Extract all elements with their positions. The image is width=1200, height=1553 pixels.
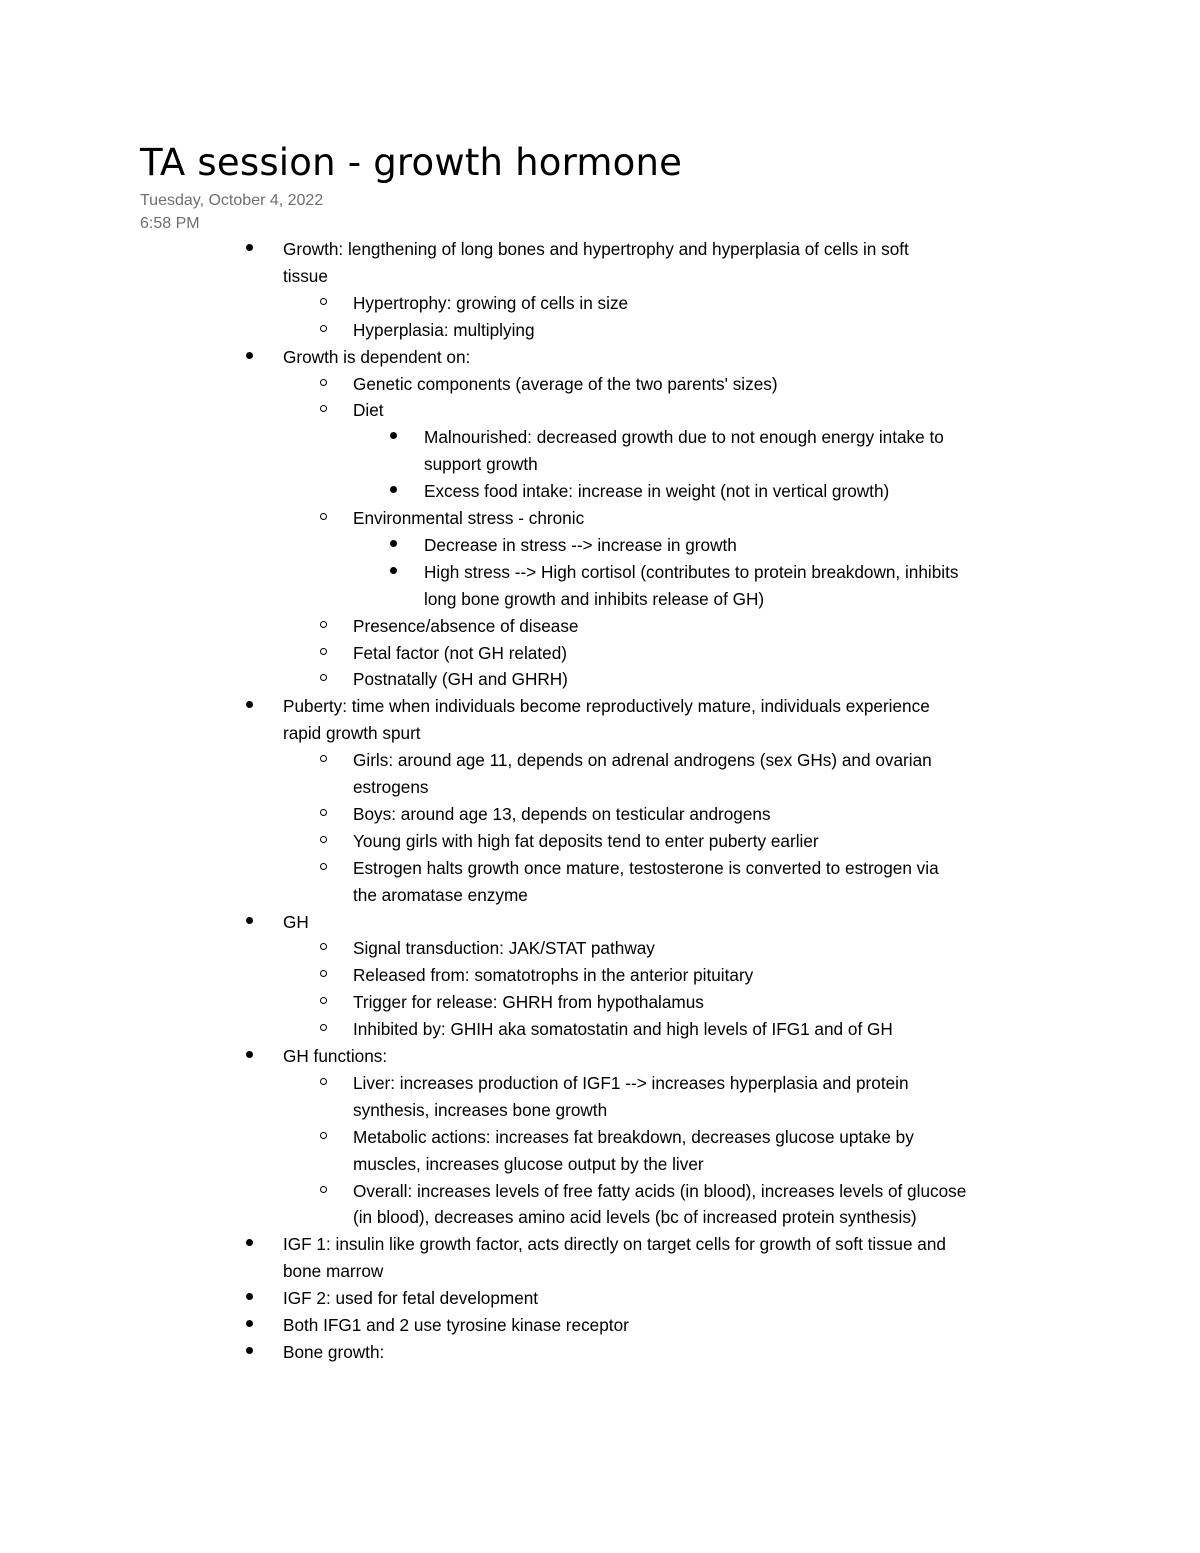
note-item-line: IGF 1: insulin like growth factor, acts directly on target cells for growth of soft tissue and	[283, 1234, 946, 1255]
bullet-icon	[246, 1293, 253, 1300]
note-item-line: Environmental stress - chronic	[353, 508, 585, 528]
note-item-line: Postnatally (GH and GHRH)	[353, 669, 568, 690]
hollow-bullet-icon	[320, 325, 327, 332]
note-item-line: Puberty: time when individuals become reproductively mature, individuals experience	[283, 696, 930, 717]
note-item-line: Estrogen halts growth once mature, testosterone is converted to estrogen via	[353, 857, 939, 878]
hollow-bullet-icon	[320, 997, 327, 1004]
hollow-bullet-icon	[320, 1186, 327, 1193]
bullet-icon	[246, 352, 253, 359]
bullet-icon	[246, 701, 253, 708]
bullet-icon	[246, 917, 253, 924]
note-item-line: Released from: somatotrophs in the anterior pituitary	[353, 965, 754, 986]
bullet-icon	[390, 567, 397, 574]
note-item-line: tissue	[283, 265, 328, 286]
hollow-bullet-icon	[320, 970, 327, 977]
note-item-line: IGF 2: used for fetal development	[283, 1288, 539, 1309]
note-item-line: GH functions:	[283, 1046, 388, 1066]
hollow-bullet-icon	[320, 405, 327, 412]
hollow-bullet-icon	[320, 379, 327, 386]
note-item-line: the aromatase enzyme	[353, 884, 528, 905]
note-item-line: Growth: lengthening of long bones and hypertrophy and hyperplasia of cells in soft	[283, 239, 909, 259]
hollow-bullet-icon	[320, 1078, 327, 1085]
note-item-line: Signal transduction: JAK/STAT pathway	[353, 938, 655, 959]
hollow-bullet-icon	[320, 298, 327, 305]
hollow-bullet-icon	[320, 648, 327, 655]
note-item-line: Overall: increases levels of free fatty acids (in blood), increases levels of glucose	[353, 1180, 967, 1201]
note-item-line: Boys: around age 13, depends on testicular androgens	[353, 803, 771, 824]
hollow-bullet-icon	[320, 836, 327, 843]
hollow-bullet-icon	[320, 863, 327, 870]
bullet-icon	[246, 1239, 253, 1246]
note-item-line: Genetic components (average of the two parents' sizes)	[353, 373, 778, 394]
bullet-icon	[390, 540, 397, 547]
note-item-line: bone marrow	[283, 1261, 384, 1282]
note-item-line: Excess food intake: increase in weight (not in vertical growth)	[424, 481, 890, 502]
note-item-line: Trigger for release: GHRH from hypothalamus	[353, 992, 704, 1013]
note-item-line: Bone growth:	[283, 1341, 385, 1362]
note-item-line: Decrease in stress --> increase in growth	[424, 534, 737, 555]
page-title: TA session - growth hormone	[140, 141, 683, 184]
page-time: 6:58 PM	[140, 215, 200, 232]
note-item-line: GH	[283, 911, 309, 932]
note-item-line: Young girls with high fat deposits tend to enter puberty earlier	[353, 830, 819, 851]
note-item-line: Fetal factor (not GH related)	[353, 642, 567, 663]
note-item-line: Liver: increases production of IGF1 --> increases hyperplasia and protein	[353, 1072, 909, 1093]
note-item-line: High stress --> High cortisol (contributes to protein breakdown, inhibits	[424, 561, 959, 582]
hollow-bullet-icon	[320, 809, 327, 816]
note-item-line: Growth is dependent on:	[283, 346, 471, 367]
note-item-line: Malnourished: decreased growth due to not enough energy intake to	[424, 427, 944, 448]
bullet-icon	[390, 432, 397, 439]
bullet-icon	[246, 1051, 253, 1058]
note-item-line: Hyperplasia: multiplying	[353, 319, 535, 340]
hollow-bullet-icon	[320, 513, 327, 520]
note-item-line: Inhibited by: GHIH aka somatostatin and high levels of IFG1 and of GH	[353, 1019, 893, 1040]
bullet-icon	[246, 1320, 253, 1327]
note-item-line: Diet	[353, 400, 384, 421]
note-item-line: long bone growth and inhibits release of GH)	[424, 588, 765, 609]
note-item-line: support growth	[424, 454, 538, 475]
note-item-line: Presence/absence of disease	[353, 615, 579, 636]
note-item-line: (in blood), decreases amino acid levels (bc of increased protein synthesis)	[353, 1207, 917, 1228]
hollow-bullet-icon	[320, 1024, 327, 1031]
hollow-bullet-icon	[320, 943, 327, 950]
note-item-line: Girls: around age 11, depends on adrenal androgens (sex GHs) and ovarian	[353, 750, 932, 771]
hollow-bullet-icon	[320, 755, 327, 762]
hollow-bullet-icon	[320, 1132, 327, 1139]
bullet-icon	[246, 244, 253, 251]
note-item-line: Both IFG1 and 2 use tyrosine kinase receptor	[283, 1315, 629, 1335]
note-item-line: synthesis, increases bone growth	[353, 1099, 608, 1120]
hollow-bullet-icon	[320, 621, 327, 628]
note-item-line: Hypertrophy: growing of cells in size	[353, 292, 629, 313]
bullet-icon	[246, 1347, 253, 1354]
note-item-line: muscles, increases glucose output by the liver	[353, 1153, 704, 1174]
note-item-line: Metabolic actions: increases fat breakdown, decreases glucose uptake by	[353, 1126, 914, 1147]
note-item-line: estrogens	[353, 777, 429, 797]
bullet-icon	[390, 486, 397, 493]
hollow-bullet-icon	[320, 674, 327, 681]
page-date: Tuesday, October 4, 2022	[140, 192, 324, 209]
note-item-line: rapid growth spurt	[283, 723, 421, 744]
